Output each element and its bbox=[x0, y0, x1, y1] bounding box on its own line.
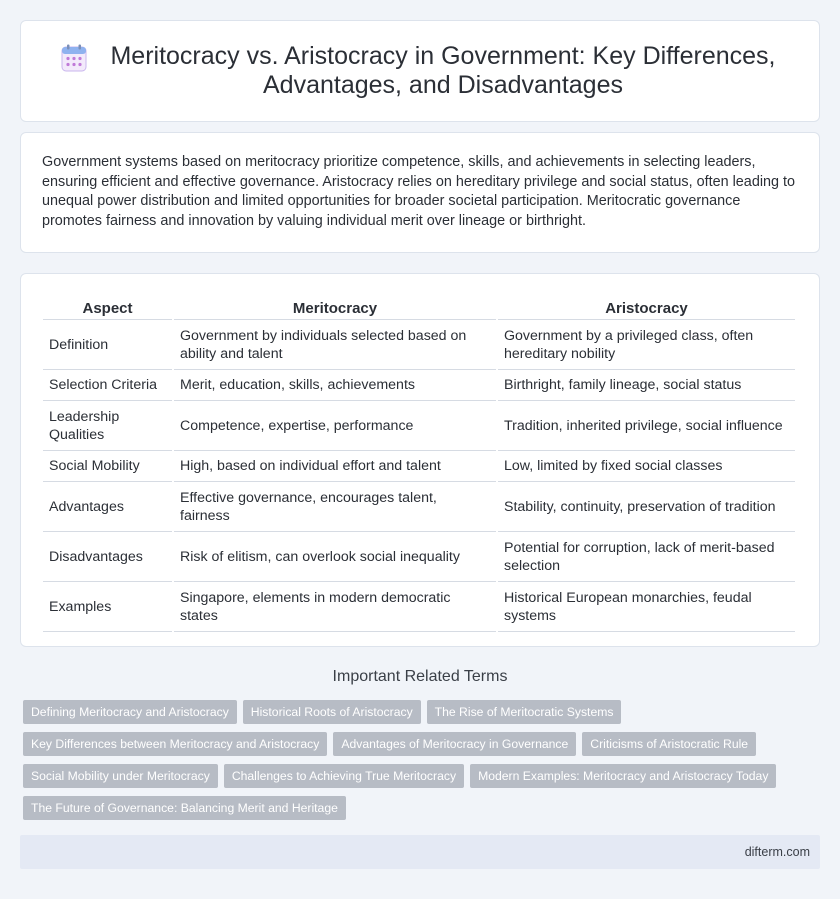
intro-text: Government systems based on meritocracy prioritize competence, skills, and achievements in selecting leaders, ensuring efficient and effective governance. Aristocracy relies on hereditary privilege and social status, often leading to unequal power distribution and limited opportunities for broader societal participation. Meritocratic governance promotes fairness and innovation by valuing individual merit over lineage or birthright. bbox=[42, 154, 796, 229]
related-term-tag[interactable]: Challenges to Achieving True Meritocracy bbox=[224, 764, 464, 788]
table-cell-meritocracy: Effective governance, encourages talent, fairness bbox=[174, 482, 496, 532]
related-terms-tags bbox=[23, 700, 813, 820]
table-cell-aristocracy: Low, limited by fixed social classes bbox=[498, 451, 795, 482]
table-cell-aspect: Definition bbox=[43, 320, 172, 370]
table-row bbox=[43, 320, 795, 370]
table-cell-aspect: Examples bbox=[43, 582, 172, 632]
table-cell-aspect: Selection Criteria bbox=[43, 370, 172, 401]
table-header-row bbox=[43, 294, 795, 320]
table-cell-aristocracy: Potential for corruption, lack of merit-based selection bbox=[498, 532, 795, 582]
table-cell-meritocracy: Merit, education, skills, achievements bbox=[174, 370, 496, 401]
related-term-tag[interactable]: The Rise of Meritocratic Systems bbox=[427, 700, 622, 724]
table-cell-meritocracy: Singapore, elements in modern democratic states bbox=[174, 582, 496, 632]
table-cell-aspect: Disadvantages bbox=[43, 532, 172, 582]
related-term-tag[interactable]: Advantages of Meritocracy in Governance bbox=[333, 732, 576, 756]
table-row bbox=[43, 370, 795, 401]
header-card bbox=[20, 20, 820, 122]
table-row bbox=[43, 482, 795, 532]
table-cell-aristocracy: Stability, continuity, preservation of tradition bbox=[498, 482, 795, 532]
footer-site-link[interactable]: difterm.com bbox=[744, 845, 810, 859]
table-cell-aspect: Leadership Qualities bbox=[43, 401, 172, 451]
column-header-meritocracy: Meritocracy bbox=[174, 294, 496, 320]
table-row bbox=[43, 532, 795, 582]
column-header-aristocracy: Aristocracy bbox=[498, 294, 795, 320]
related-term-tag[interactable]: Criticisms of Aristocratic Rule bbox=[582, 732, 756, 756]
related-term-tag[interactable]: The Future of Governance: Balancing Merit and Heritage bbox=[23, 796, 346, 820]
related-terms-title: Important Related Terms bbox=[332, 668, 508, 685]
table-cell-aspect: Advantages bbox=[43, 482, 172, 532]
comparison-card bbox=[20, 273, 820, 647]
table-cell-meritocracy: High, based on individual effort and talent bbox=[174, 451, 496, 482]
related-term-tag[interactable]: Key Differences between Meritocracy and Aristocracy bbox=[23, 732, 327, 756]
table-row bbox=[43, 401, 795, 451]
footer-bar bbox=[20, 835, 820, 869]
table-cell-meritocracy: Risk of elitism, can overlook social inequality bbox=[174, 532, 496, 582]
intro-card bbox=[20, 132, 820, 253]
table-cell-aristocracy: Tradition, inherited privilege, social influence bbox=[498, 401, 795, 451]
table-cell-aspect: Social Mobility bbox=[43, 451, 172, 482]
comparison-table bbox=[41, 294, 797, 632]
table-cell-aristocracy: Historical European monarchies, feudal systems bbox=[498, 582, 795, 632]
table-row bbox=[43, 582, 795, 632]
related-term-tag[interactable]: Social Mobility under Meritocracy bbox=[23, 764, 218, 788]
table-cell-aristocracy: Government by a privileged class, often hereditary nobility bbox=[498, 320, 795, 370]
table-row bbox=[43, 451, 795, 482]
related-term-tag[interactable]: Historical Roots of Aristocracy bbox=[243, 700, 421, 724]
related-term-tag[interactable]: Defining Meritocracy and Aristocracy bbox=[23, 700, 237, 724]
calendar-icon bbox=[61, 44, 87, 72]
related-term-tag[interactable]: Modern Examples: Meritocracy and Aristocracy Today bbox=[470, 764, 776, 788]
table-cell-meritocracy: Competence, expertise, performance bbox=[174, 401, 496, 451]
page-title: Meritocracy vs. Aristocracy in Government: Key Differences, Advantages, and Disadvantages bbox=[110, 42, 776, 99]
table-cell-meritocracy: Government by individuals selected based on ability and talent bbox=[174, 320, 496, 370]
table-cell-aristocracy: Birthright, family lineage, social status bbox=[498, 370, 795, 401]
column-header-aspect: Aspect bbox=[43, 294, 172, 320]
